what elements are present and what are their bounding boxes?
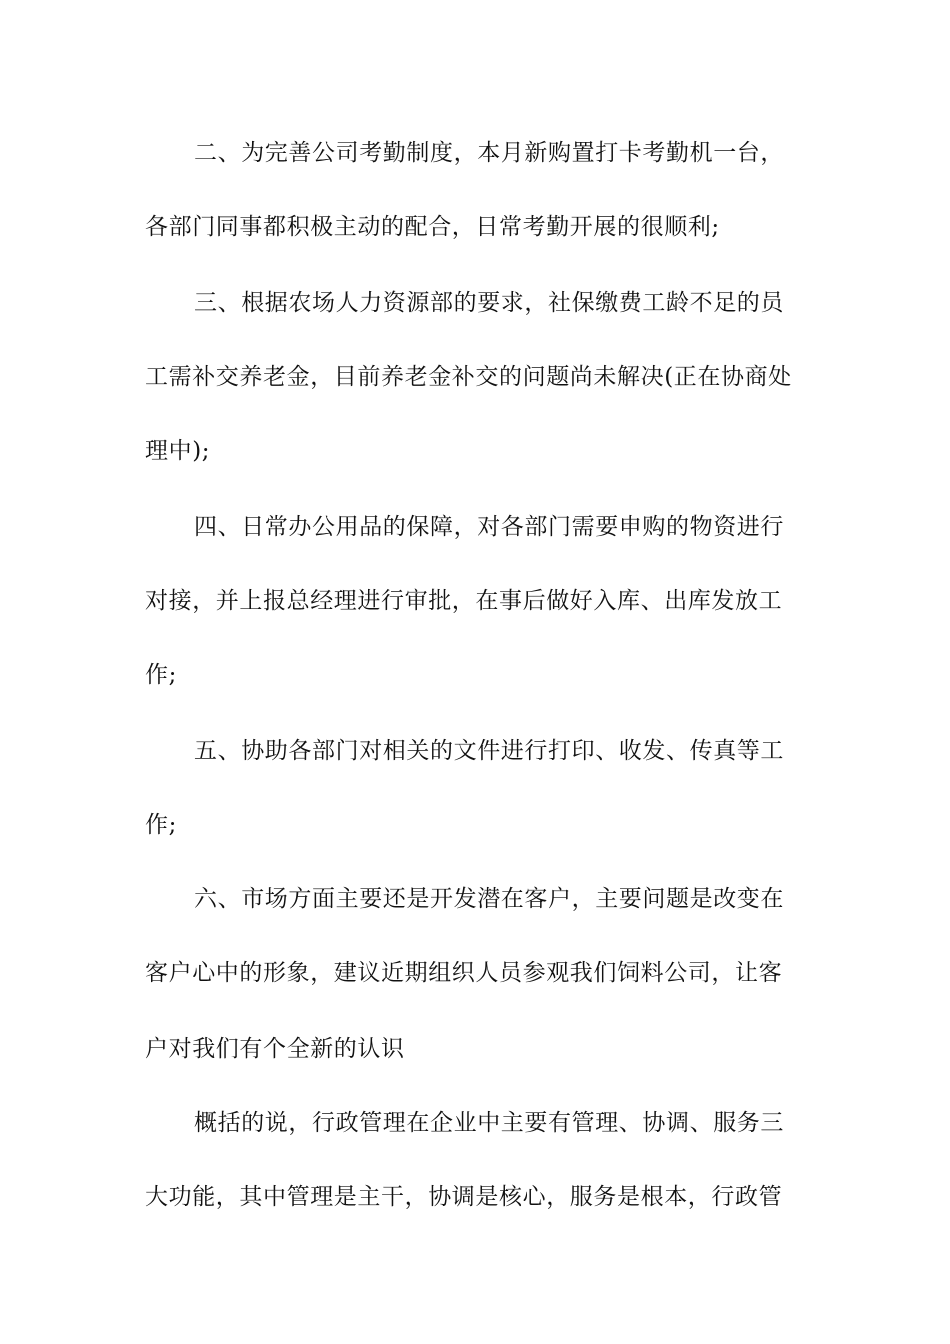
- summary-paragraph-line-1: 概括的说，行政管理在企业中主要有管理、协调、服务三: [194, 1110, 784, 1136]
- paragraph-2-line-1: 二、为完善公司考勤制度，本月新购置打卡考勤机一台，: [194, 140, 784, 166]
- paragraph-2-line-2: 各部门同事都积极主动的配合，日常考勤开展的很顺利;: [145, 214, 720, 240]
- summary-paragraph-line-2: 大功能，其中管理是主干，协调是核心，服务是根本，行政管: [145, 1184, 783, 1210]
- paragraph-6-line-3: 户对我们有个全新的认识: [145, 1036, 405, 1062]
- paragraph-3-line-3: 理中);: [145, 438, 211, 464]
- paragraph-6-line-1: 六、市场方面主要还是开发潜在客户，主要问题是改变在: [194, 886, 784, 912]
- paragraph-6-line-2: 客户心中的形象，建议近期组织人员参观我们饲料公司，让客: [145, 960, 783, 986]
- paragraph-4-line-1: 四、日常办公用品的保障，对各部门需要申购的物资进行: [194, 514, 784, 540]
- paragraph-4-line-3: 作;: [145, 662, 177, 688]
- paragraph-5-line-2: 作;: [145, 812, 177, 838]
- paragraph-5-line-1: 五、协助各部门对相关的文件进行打印、收发、传真等工: [194, 738, 784, 764]
- paragraph-3-line-1: 三、根据农场人力资源部的要求，社保缴费工龄不足的员: [194, 290, 784, 316]
- paragraph-3-line-2: 工需补交养老金，目前养老金补交的问题尚未解决(正在协商处: [145, 364, 792, 390]
- paragraph-4-line-2: 对接，并上报总经理进行审批，在事后做好入库、出库发放工: [145, 588, 783, 614]
